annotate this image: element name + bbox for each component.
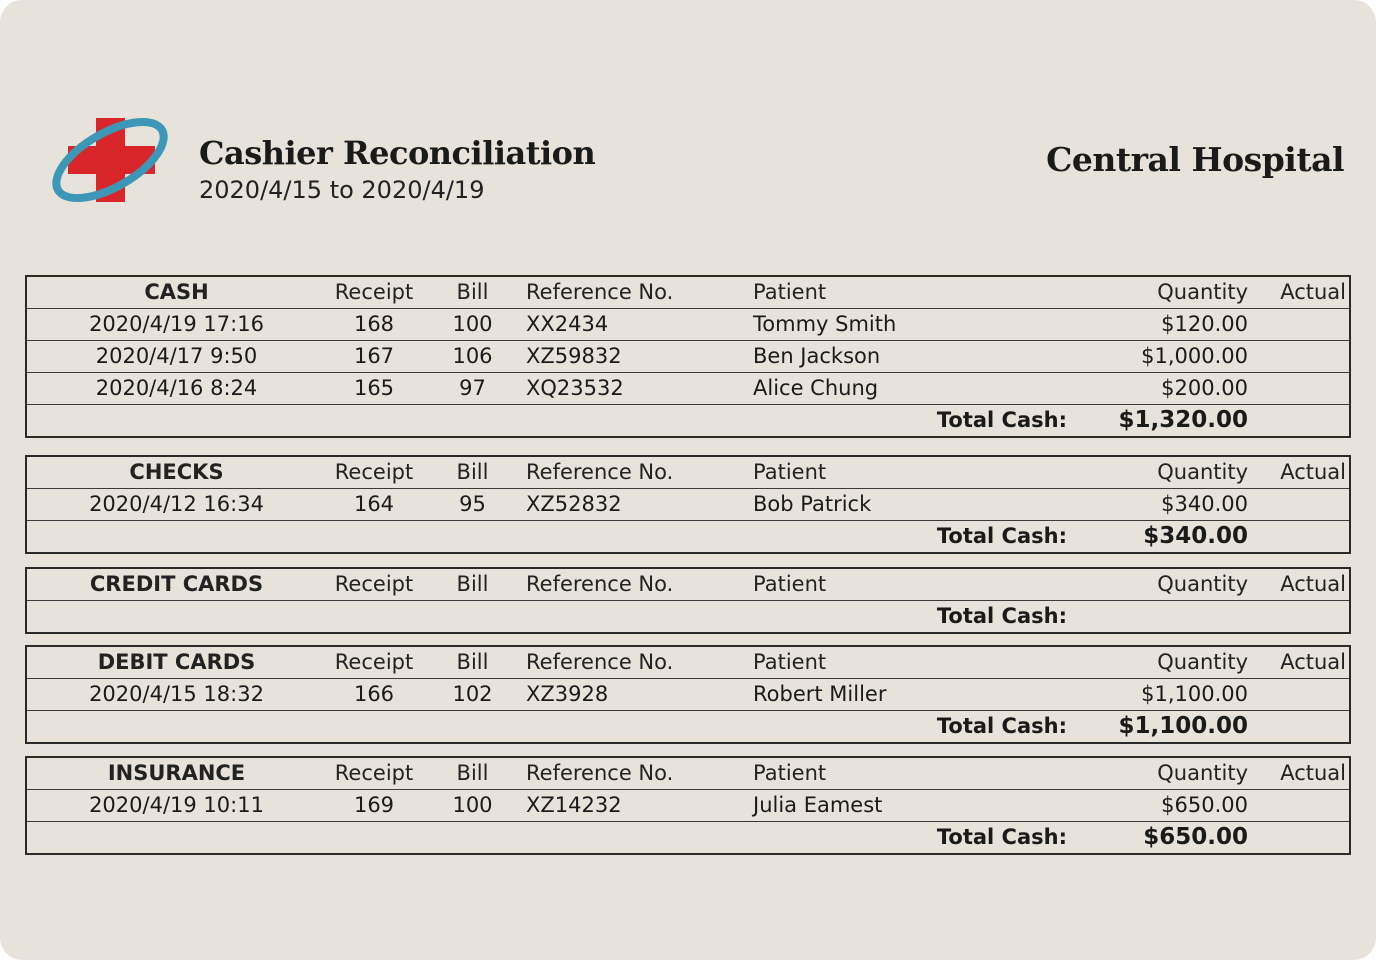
cell-reference: XZ3928: [523, 679, 750, 711]
section-debit-cards: [25, 645, 1351, 744]
section-name: DEBIT CARDS: [97, 650, 256, 674]
page-title: Cashier Reconciliation: [199, 134, 596, 172]
section-header-row: [26, 568, 1350, 601]
table-row: [26, 790, 1350, 822]
cell-patient: Ben Jackson: [750, 341, 1070, 373]
section-name: INSURANCE: [107, 761, 246, 785]
total-row: [26, 601, 1350, 634]
header-bill: Bill: [456, 572, 489, 596]
header-reference: Reference No.: [526, 650, 674, 674]
table-row: [26, 373, 1350, 405]
cell-actual: [1251, 373, 1350, 405]
cell-receipt: 169: [326, 790, 422, 822]
section-header-row: [26, 276, 1350, 309]
header-bill: Bill: [456, 761, 489, 785]
cell-receipt: 167: [326, 341, 422, 373]
table-row: [26, 489, 1350, 521]
section-cash: [25, 275, 1351, 438]
header-bill: Bill: [456, 280, 489, 304]
cell-bill: 97: [422, 373, 523, 405]
cell-quantity: $650.00: [1070, 790, 1251, 822]
cell-bill: 100: [422, 309, 523, 341]
header-actual: Actual: [1280, 761, 1346, 785]
cell-date: 2020/4/12 16:34: [26, 489, 326, 521]
cell-actual: [1251, 309, 1350, 341]
cell-receipt: 168: [326, 309, 422, 341]
header-patient: Patient: [753, 650, 827, 674]
date-range: 2020/4/15 to 2020/4/19: [199, 176, 485, 204]
total-label: Total Cash:: [26, 521, 1070, 554]
cell-patient: Alice Chung: [750, 373, 1070, 405]
cell-reference: XX2434: [523, 309, 750, 341]
header-patient: Patient: [753, 460, 827, 484]
cell-patient: Tommy Smith: [750, 309, 1070, 341]
header-patient: Patient: [753, 280, 827, 304]
section-checks: [25, 455, 1351, 554]
total-row: [26, 822, 1350, 855]
cell-bill: 102: [422, 679, 523, 711]
cell-patient: Julia Eamest: [750, 790, 1070, 822]
cell-bill: 95: [422, 489, 523, 521]
header-receipt: Receipt: [334, 572, 414, 596]
section-header-row: [26, 646, 1350, 679]
cell-reference: XQ23532: [523, 373, 750, 405]
cell-quantity: $1,000.00: [1070, 341, 1251, 373]
section-credit-cards: [25, 567, 1351, 634]
cell-reference: XZ52832: [523, 489, 750, 521]
header-quantity: Quantity: [1157, 460, 1248, 484]
cell-receipt: 166: [326, 679, 422, 711]
header-receipt: Receipt: [334, 280, 414, 304]
total-label: Total Cash:: [26, 601, 1070, 634]
cell-quantity: $200.00: [1070, 373, 1251, 405]
cell-patient: Robert Miller: [750, 679, 1070, 711]
cell-reference: XZ59832: [523, 341, 750, 373]
header-receipt: Receipt: [334, 650, 414, 674]
total-value: $1,100.00: [1070, 711, 1251, 744]
cell-date: 2020/4/15 18:32: [26, 679, 326, 711]
header-patient: Patient: [753, 761, 827, 785]
cell-actual: [1251, 790, 1350, 822]
section-name: CREDIT CARDS: [89, 572, 264, 596]
cell-actual: [1251, 341, 1350, 373]
header-actual: Actual: [1280, 650, 1346, 674]
total-row: [26, 711, 1350, 744]
header-quantity: Quantity: [1157, 650, 1248, 674]
cell-bill: 100: [422, 790, 523, 822]
section-header-row: [26, 757, 1350, 790]
header-bill: Bill: [456, 650, 489, 674]
cell-bill: 106: [422, 341, 523, 373]
cell-quantity: $340.00: [1070, 489, 1251, 521]
cell-date: 2020/4/16 8:24: [26, 373, 326, 405]
total-row: [26, 521, 1350, 554]
total-label: Total Cash:: [26, 405, 1070, 438]
table-row: [26, 679, 1350, 711]
total-label: Total Cash:: [26, 822, 1070, 855]
header-actual: Actual: [1280, 280, 1346, 304]
header-quantity: Quantity: [1157, 280, 1248, 304]
header-reference: Reference No.: [526, 572, 674, 596]
section-insurance: [25, 756, 1351, 855]
cell-quantity: $1,100.00: [1070, 679, 1251, 711]
cell-quantity: $120.00: [1070, 309, 1251, 341]
table-row: [26, 341, 1350, 373]
hospital-name: Central Hospital: [1046, 140, 1344, 179]
header-reference: Reference No.: [526, 761, 674, 785]
cell-receipt: 164: [326, 489, 422, 521]
cell-date: 2020/4/17 9:50: [26, 341, 326, 373]
total-value: $650.00: [1070, 822, 1251, 855]
total-value: [1070, 601, 1251, 634]
cell-receipt: 165: [326, 373, 422, 405]
header-receipt: Receipt: [334, 761, 414, 785]
total-row: [26, 405, 1350, 438]
section-header-row: [26, 456, 1350, 489]
total-label: Total Cash:: [26, 711, 1070, 744]
section-name: CHECKS: [129, 460, 224, 484]
header-quantity: Quantity: [1157, 761, 1248, 785]
header-patient: Patient: [753, 572, 827, 596]
header-reference: Reference No.: [526, 460, 674, 484]
header-actual: Actual: [1280, 460, 1346, 484]
cell-date: 2020/4/19 17:16: [26, 309, 326, 341]
header-receipt: Receipt: [334, 460, 414, 484]
header-reference: Reference No.: [526, 280, 674, 304]
total-value: $340.00: [1070, 521, 1251, 554]
header-bill: Bill: [456, 460, 489, 484]
medical-cross-logo-icon: [50, 112, 172, 208]
cell-actual: [1251, 489, 1350, 521]
table-row: [26, 309, 1350, 341]
header-actual: Actual: [1280, 572, 1346, 596]
cell-date: 2020/4/19 10:11: [26, 790, 326, 822]
cell-actual: [1251, 679, 1350, 711]
cell-reference: XZ14232: [523, 790, 750, 822]
cell-patient: Bob Patrick: [750, 489, 1070, 521]
total-value: $1,320.00: [1070, 405, 1251, 438]
header-quantity: Quantity: [1157, 572, 1248, 596]
section-name: CASH: [144, 280, 209, 304]
